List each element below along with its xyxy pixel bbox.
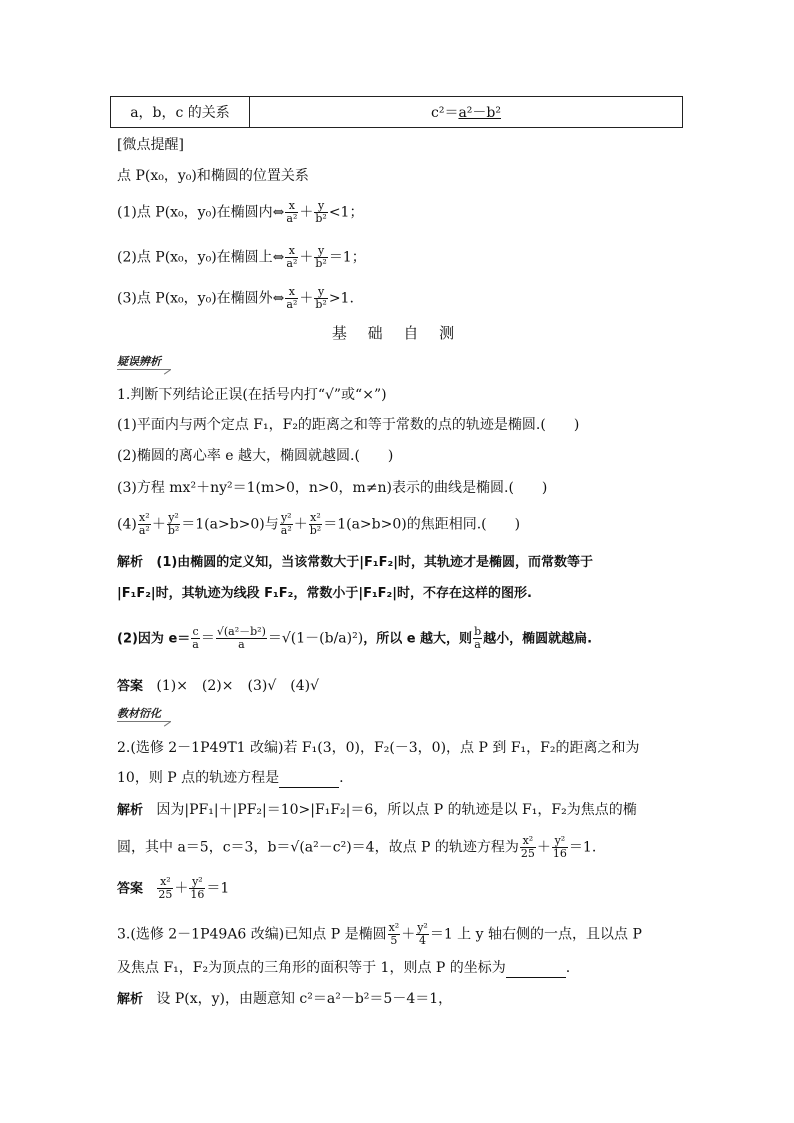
answer-label: 答案 xyxy=(117,679,144,694)
tip-item-2-prefix: (2)点 P(x₀，y₀)在椭圆上⇔ xyxy=(117,249,285,266)
q2-analysis-line-2: 圆，其中 a＝5，c＝3，b＝√(a²－c²)＝4，故点 P 的轨迹方程为 $\frac{\text{x²}}{25}$ ＋ $\frac{\text{y²}}{16}$ ＝1. xyxy=(117,834,597,860)
tag-error-analysis: 疑误辨析 xyxy=(117,355,171,370)
tag-textbook-derivation: 教材衍化 xyxy=(117,707,171,722)
q1-analysis-line-2: |F₁F₂|时，其轨迹为线段 F₁F₂，常数小于|F₁F₂|时，不存在这样的图形. xyxy=(117,586,532,601)
fraction: $\frac{\text{x²}}{5}$ xyxy=(388,921,400,947)
answer-label: 答案 xyxy=(117,881,144,897)
tip-item-3: (3)点 P(x₀，y₀)在椭圆外⇔ $\frac{x}{\text{a²}}$ ＋ $\frac{y}{\text{b²}}$ >1. xyxy=(117,285,354,311)
q1-statement-4: (4) $\frac{\text{x²}}{\text{a²}}$ ＋ $\frac{\text{y²}}{\text{b²}}$ ＝1(a>b>0)与 $\frac{\text{y²}}{\text{a²}}$ ＋ $\frac{\text{x²}}{\text{b²}}$ ＝1(a>b>0)的焦距相同.( ) xyxy=(117,511,521,537)
section-title: 基 础 自 测 xyxy=(331,324,463,342)
fraction: $\frac{\text{x²}}{\text{b²}}$ xyxy=(309,511,322,537)
fraction: $\frac{y}{\text{b²}}$ xyxy=(315,285,327,311)
answer-blank xyxy=(506,963,566,978)
table-label-cell xyxy=(111,97,250,127)
q1-analysis-line-1: 解析 (1)由椭圆的定义知，当该常数大于|F₁F₂|时，其轨迹才是椭圆，而常数等于 xyxy=(117,555,593,570)
table-formula-right: a²－b² xyxy=(458,105,501,121)
fraction: $\frac{x}{\text{a²}}$ xyxy=(286,244,298,270)
fraction: $\frac{\text{y²}}{\text{a²}}$ xyxy=(280,511,292,537)
q1-analysis-line-3: (2)因为 e＝ $\frac{c}{a}$ ＝ $\frac{\text{√(a²－b²)}}{a}$ ＝√(1－(b/a)²)，所以 e 越大，则 $\frac{b}{a}$ 越小，椭圆就越扁. xyxy=(117,625,593,651)
fraction: $\frac{\text{x²}}{\text{a²}}$ xyxy=(138,511,150,537)
table-formula-left: c²＝ xyxy=(431,105,459,121)
q1-statement-2: (2)椭圆的离心率 e 越大，椭圆就越圆.( ) xyxy=(117,448,394,464)
fraction: $\frac{\text{y²}}{16}$ xyxy=(190,875,205,901)
fraction: $\frac{x}{\text{a²}}$ xyxy=(286,285,298,311)
tip-item-2: (2)点 P(x₀，y₀)在椭圆上⇔ $\frac{x}{\text{a²}}$ ＋ $\frac{y}{\text{b²}}$ ＝1； xyxy=(117,244,366,270)
tip-intro: 点 P(x₀，y₀)和椭圆的位置关系 xyxy=(117,168,309,184)
fraction: $\frac{b}{a}$ xyxy=(474,625,482,651)
fraction: $\frac{\text{y²}}{4}$ xyxy=(417,921,428,947)
fraction: $\frac{\text{√(a²－b²)}}{a}$ xyxy=(216,625,266,651)
q3-analysis-line-1: 解析 设 P(x，y)，由题意知 c²＝a²－b²＝5－4＝1， xyxy=(117,991,453,1007)
fraction: $\frac{y}{\text{b²}}$ xyxy=(315,199,327,225)
fraction: $\frac{x}{\text{a²}}$ xyxy=(286,199,298,225)
q1-statement-1: (1)平面内与两个定点 F₁，F₂的距离之和等于常数的点的轨迹是椭圆.( ) xyxy=(117,417,580,433)
q2-stem-line-1: 2.(选修 2－1P49T1 改编)若 F₁(3，0)，F₂(－3，0)，点 P 到 F₁，F₂的距离之和为 xyxy=(117,740,640,756)
q2-analysis-line-1: 解析 因为|PF₁|＋|PF₂|＝10>|F₁F₂|＝6，所以点 P 的轨迹是以 F₁，F₂为焦点的椭 xyxy=(117,802,637,818)
q2-answer: 答案 $\frac{\text{x²}}{25}$ ＋ $\frac{\text{y²}}{16}$ ＝1 xyxy=(117,875,230,901)
q1-answer: 答案 (1)× (2)× (3)√ (4)√ xyxy=(117,678,320,694)
relation-table-row xyxy=(110,96,683,128)
fraction: $\frac{\text{y²}}{16}$ xyxy=(552,834,567,860)
q3-stem-line-1: 3.(选修 2－1P49A6 改编)已知点 P 是椭圆 $\frac{\text{x²}}{5}$ ＋ $\frac{\text{y²}}{4}$ ＝1 上 y 轴右侧的一点，且以点 P xyxy=(117,921,642,947)
analysis-label: 解析 xyxy=(117,803,144,818)
tip-item-3-prefix: (3)点 P(x₀，y₀)在椭圆外⇔ xyxy=(117,290,285,307)
q3-stem-line-2: 及焦点 F₁，F₂为顶点的三角形的面积等于 1，则点 P 的坐标为 . xyxy=(117,960,571,976)
answer-blank xyxy=(279,773,339,788)
tip-header: [微点提醒] xyxy=(117,137,184,153)
tip-item-1: (1)点 P(x₀，y₀)在椭圆内⇔ $\frac{x}{\text{a²}}$ ＋ $\frac{y}{\text{b²}}$ <1； xyxy=(117,199,364,225)
fraction: $\frac{y}{\text{b²}}$ xyxy=(315,244,327,270)
q1-stem: 1.判断下列结论正误(在括号内打“√”或“×”) xyxy=(117,387,387,403)
radical-expression: √(1－(b/a)²) xyxy=(281,630,364,647)
q2-stem-line-2: 10，则 P 点的轨迹方程是 . xyxy=(117,770,344,786)
analysis-label: 解析 xyxy=(117,555,144,570)
table-label: a，b，c 的关系 xyxy=(130,105,230,121)
fraction: $\frac{\text{x²}}{25}$ xyxy=(520,834,535,860)
table-formula-cell xyxy=(250,97,682,127)
analysis-label: 解析 xyxy=(117,992,144,1007)
q1-statement-3: (3)方程 mx²＋ny²＝1(m>0，n>0，m≠n)表示的曲线是椭圆.( ) xyxy=(117,480,548,496)
fraction: $\frac{\text{y²}}{\text{b²}}$ xyxy=(167,511,180,537)
tip-item-1-prefix: (1)点 P(x₀，y₀)在椭圆内⇔ xyxy=(117,204,285,221)
fraction: $\frac{\text{x²}}{25}$ xyxy=(158,875,173,901)
fraction: $\frac{c}{a}$ xyxy=(192,625,199,651)
